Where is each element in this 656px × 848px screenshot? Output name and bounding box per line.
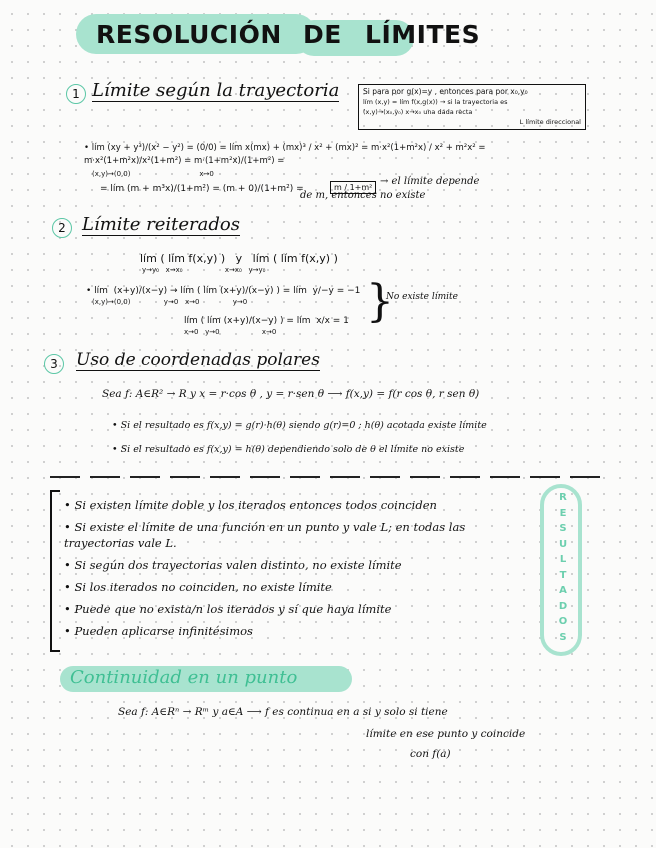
title-part1: RESOLUCIÓN [96,20,282,49]
s2-brace: } [366,276,394,327]
box-line-2: lím (x,y) = lím f(x,g(x)) → si la trayectoria es [363,98,508,106]
s1-note-1: → el límite depende [380,176,480,187]
title-part3: LÍMITES [365,20,481,49]
side-letter: E [559,507,567,519]
side-letter: D [558,600,568,612]
s2-definition-sub: y→y₀ x→x₀ x→x₀ y→y₀ [142,266,266,274]
box-line-3: (x,y)→(x₀,y₀) x→x₀ una dada recta [363,108,473,116]
results-item: • Puede que no exista/n los iterados y sí que haya límite [64,602,392,616]
s2-note: No existe límite [386,292,458,302]
results-item: • Si existen límite doble y los iterados entonces todos coinciden [64,498,437,512]
s3-bullet-2: • Si el resultado es f(x,y) = h(θ) dependiendo solo de θ el límite no existe [112,444,465,455]
side-letter: U [558,538,568,550]
s2-definition: lím ( lím f(x,y) ) y lím ( lím f(x,y) ) [140,252,338,265]
results-item: • Si según dos trayectorias valen distinto, no existe límite [64,558,402,572]
s1-equation-1-sub: (x,y)→(0,0) x→0 [92,170,214,178]
s3-bullet-1: • Si el resultado es f(x,y) = g(r)·h(θ) siendo g(r)=0 ; h(θ) acotada existe límite [112,420,487,431]
results-item: • Si los iterados no coinciden, no existe límite [64,580,332,594]
box-line-4: L límite direccional [519,118,581,126]
section-heading-1: Límite según la trayectoria [92,80,340,101]
section-heading-3: Uso de coordenadas polares [76,350,320,370]
side-letter: S [559,631,567,643]
side-letter: R [559,492,567,503]
side-letter: A [559,585,567,596]
s2-example-b: lím ( lím (x+y)/(x−y) ) = lím x/x = 1 [184,316,349,326]
results-item: • Pueden aplicarse infinitésimos [64,624,253,638]
s1-note-2: de m, entonces no existe [300,190,426,201]
s1-result-box: m / 1+m² [330,181,376,194]
section-heading-2: Límite reiterados [82,214,240,235]
section-heading-4: Continuidad en un punto [70,667,298,688]
title-part2: DE [302,20,342,49]
s4-line-3: con f(a) [410,748,451,760]
dashed-separator [50,476,602,478]
results-item: trayectorias vale L. [64,536,177,550]
side-letter: S [559,523,567,534]
results-side-label [556,490,570,645]
s4-line-2: límite en ese punto y coincide [366,728,526,740]
page-title [96,20,480,49]
s1-equation-2: = lím (m + m³x)/(1+m²) = (m + 0)/(1+m²) = [100,184,304,194]
section-number-3: 3 [44,354,64,374]
s3-definition: Sea f: A∈R² → R y x = r·cos θ , y = r·sen θ ⟶ f(x,y) = f(r cos θ, r sen θ) [102,388,480,400]
side-letter: O [558,616,568,627]
results-list [64,494,465,642]
side-letter: L [559,554,567,565]
s1-equation-1: • lím (xy + y³)/(x² − y²) = (0/0) = lím x(mx) + (mx)³ / x² + (mx)² = m·x²(1+m²x) / x² + m²x² = m·x²(1+m²x)/x²(1+m²) = m·(1+m²x)/(1+m²) = [84,143,486,166]
s4-line-1: Sea f: A∈Rⁿ → Rᵐ y a∈A ⟶ f es continua en a si y solo si tiene [118,706,448,718]
box-line-1: Si para por g(x)=y , entonces para por x₀,y₀ [363,87,528,96]
s2-example-a: • lím (x+y)/(x−y) → lím ( lím (x+y)/(x−y) ) = lím y/−y = −1 [86,286,361,296]
trajectory-box [358,84,586,130]
results-item: • Si existe el límite de una función en un punto y vale L; en todas las [64,520,466,534]
section-number-1: 1 [66,84,86,104]
side-letter: T [559,569,567,581]
section-number-2: 2 [52,218,72,238]
results-bracket [50,490,60,652]
s2-example-b-sub: x→0 y→0 x→0 [184,328,277,336]
s2-example-a-sub: (x,y)→(0,0) y→0 x→0 y→0 [92,298,248,306]
